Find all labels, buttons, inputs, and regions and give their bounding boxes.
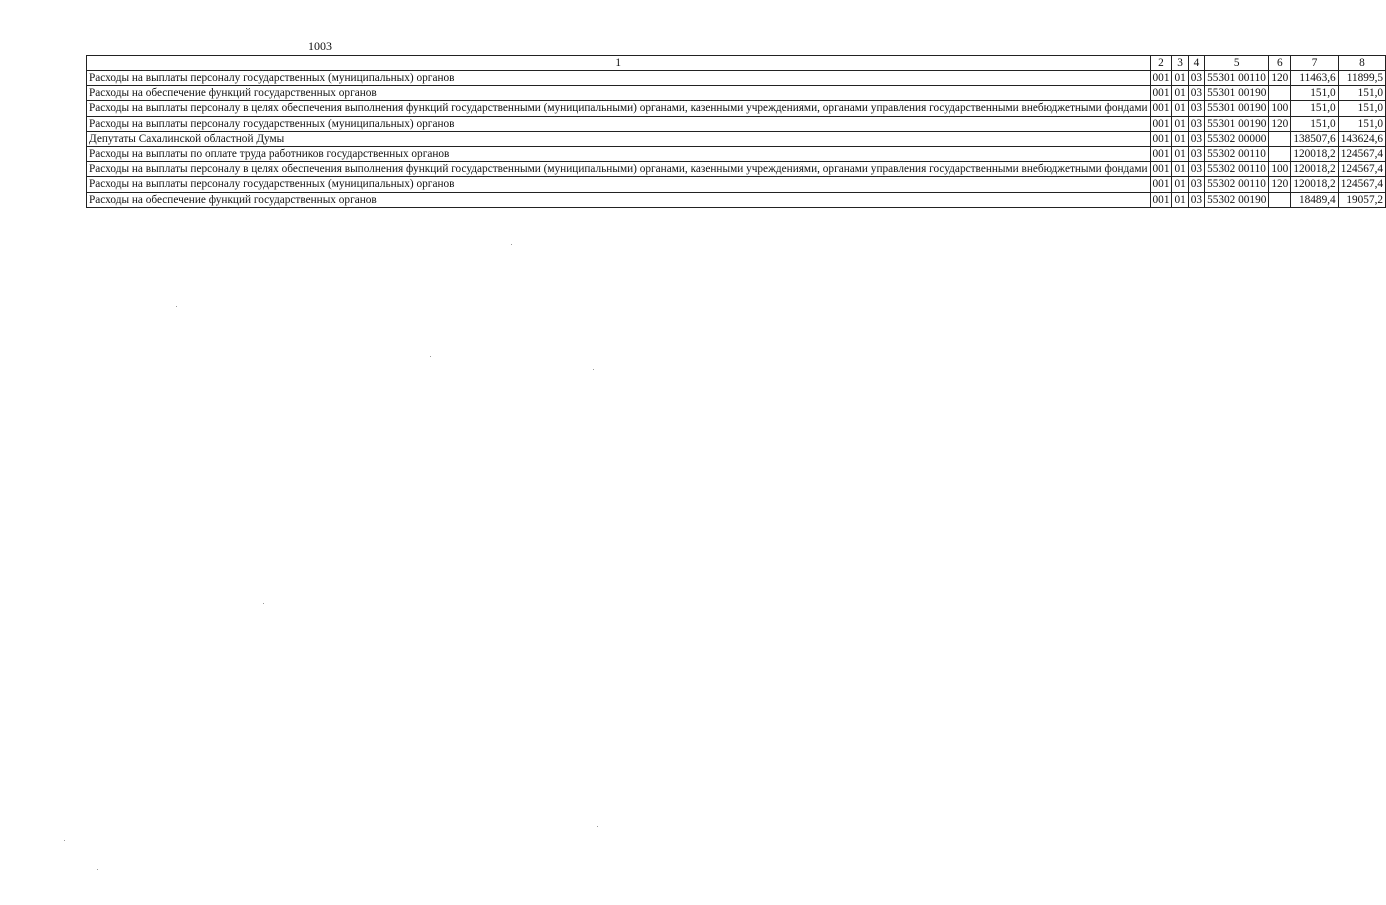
table-row (87, 192, 1386, 207)
row-section: 01 (1172, 192, 1188, 207)
row-amount-year1: 11463,6 (1291, 71, 1338, 86)
header-col-2: 2 (1150, 56, 1172, 71)
header-col-4: 4 (1188, 56, 1204, 71)
row-expense-type: 100 (1269, 162, 1291, 177)
row-target-article: 55302 00000 (1205, 131, 1269, 146)
row-name: Расходы на выплаты персоналу в целях обеспечения выполнения функций государственными (муниципальными) органами, казенными учреждениями, органами управления государственными внебюджетными фондами (87, 162, 1151, 177)
page-number: 1003 (308, 39, 332, 53)
row-expense-type: 120 (1269, 71, 1291, 86)
row-target-article: 55301 00190 (1205, 116, 1269, 131)
table-row (87, 71, 1386, 86)
row-name: Расходы на выплаты персоналу в целях обеспечения выполнения функций государственными (муниципальными) органами, казенными учреждениями, органами управления государственными внебюджетными фондами (87, 101, 1151, 116)
header-col-8: 8 (1338, 56, 1385, 71)
row-admin-code: 001 (1150, 71, 1172, 86)
row-subsection: 03 (1188, 131, 1204, 146)
row-amount-year2: 124567,4 (1338, 162, 1385, 177)
row-amount-year1: 18489,4 (1291, 192, 1338, 207)
scan-speck (64, 840, 65, 841)
row-subsection: 03 (1188, 86, 1204, 101)
row-admin-code: 001 (1150, 147, 1172, 162)
row-subsection: 03 (1188, 71, 1204, 86)
row-admin-code: 001 (1150, 192, 1172, 207)
row-expense-type (1269, 86, 1291, 101)
row-amount-year1: 120018,2 (1291, 162, 1338, 177)
row-section: 01 (1172, 177, 1188, 192)
header-col-1: 1 (87, 56, 1151, 71)
row-amount-year2: 11899,5 (1338, 71, 1385, 86)
scan-speck (597, 826, 598, 827)
scan-speck (511, 244, 512, 245)
row-name: Расходы на выплаты по оплате труда работников государственных органов (87, 147, 1151, 162)
row-amount-year2: 124567,4 (1338, 147, 1385, 162)
row-name: Расходы на обеспечение функций государственных органов (87, 86, 1151, 101)
row-admin-code: 001 (1150, 116, 1172, 131)
table-row (87, 116, 1386, 131)
row-expense-type (1269, 192, 1291, 207)
row-amount-year1: 151,0 (1291, 116, 1338, 131)
row-admin-code: 001 (1150, 86, 1172, 101)
table-row (87, 177, 1386, 192)
table-row (87, 131, 1386, 146)
row-target-article: 55301 00110 (1205, 71, 1269, 86)
row-amount-year2: 124567,4 (1338, 177, 1385, 192)
header-col-3: 3 (1172, 56, 1188, 71)
row-amount-year2: 151,0 (1338, 116, 1385, 131)
row-admin-code: 001 (1150, 131, 1172, 146)
row-name: Расходы на выплаты персоналу государственных (муниципальных) органов (87, 177, 1151, 192)
row-target-article: 55302 00110 (1205, 162, 1269, 177)
row-amount-year1: 151,0 (1291, 101, 1338, 116)
row-admin-code: 001 (1150, 162, 1172, 177)
row-target-article: 55302 00110 (1205, 177, 1269, 192)
row-section: 01 (1172, 101, 1188, 116)
row-target-article: 55301 00190 (1205, 86, 1269, 101)
scan-speck (97, 869, 98, 870)
table-row (87, 162, 1386, 177)
row-section: 01 (1172, 71, 1188, 86)
row-amount-year1: 138507,6 (1291, 131, 1338, 146)
table-row (87, 86, 1386, 101)
row-admin-code: 001 (1150, 177, 1172, 192)
row-expense-type (1269, 131, 1291, 146)
row-section: 01 (1172, 86, 1188, 101)
row-name: Депутаты Сахалинской областной Думы (87, 131, 1151, 146)
header-col-6: 6 (1269, 56, 1291, 71)
row-name: Расходы на выплаты персоналу государственных (муниципальных) органов (87, 116, 1151, 131)
row-amount-year1: 151,0 (1291, 86, 1338, 101)
row-subsection: 03 (1188, 147, 1204, 162)
row-amount-year2: 151,0 (1338, 101, 1385, 116)
scan-speck (593, 369, 594, 370)
row-section: 01 (1172, 131, 1188, 146)
row-target-article: 55301 00190 (1205, 101, 1269, 116)
scan-speck (430, 356, 431, 357)
budget-table (86, 55, 1386, 208)
row-amount-year2: 143624,6 (1338, 131, 1385, 146)
row-expense-type (1269, 147, 1291, 162)
row-amount-year2: 19057,2 (1338, 192, 1385, 207)
row-expense-type: 100 (1269, 101, 1291, 116)
header-row (87, 56, 1386, 71)
row-expense-type: 120 (1269, 177, 1291, 192)
row-amount-year1: 120018,2 (1291, 177, 1338, 192)
header-col-7: 7 (1291, 56, 1338, 71)
row-subsection: 03 (1188, 101, 1204, 116)
row-admin-code: 001 (1150, 101, 1172, 116)
table-row (87, 101, 1386, 116)
row-subsection: 03 (1188, 116, 1204, 131)
scan-speck (176, 306, 177, 307)
row-name: Расходы на выплаты персоналу государственных (муниципальных) органов (87, 71, 1151, 86)
row-subsection: 03 (1188, 177, 1204, 192)
row-section: 01 (1172, 147, 1188, 162)
row-name: Расходы на обеспечение функций государственных органов (87, 192, 1151, 207)
row-section: 01 (1172, 116, 1188, 131)
row-expense-type: 120 (1269, 116, 1291, 131)
scan-speck (263, 603, 264, 604)
row-subsection: 03 (1188, 162, 1204, 177)
row-target-article: 55302 00190 (1205, 192, 1269, 207)
row-amount-year1: 120018,2 (1291, 147, 1338, 162)
table-row (87, 147, 1386, 162)
header-col-5: 5 (1205, 56, 1269, 71)
row-amount-year2: 151,0 (1338, 86, 1385, 101)
row-section: 01 (1172, 162, 1188, 177)
row-target-article: 55302 00110 (1205, 147, 1269, 162)
row-subsection: 03 (1188, 192, 1204, 207)
